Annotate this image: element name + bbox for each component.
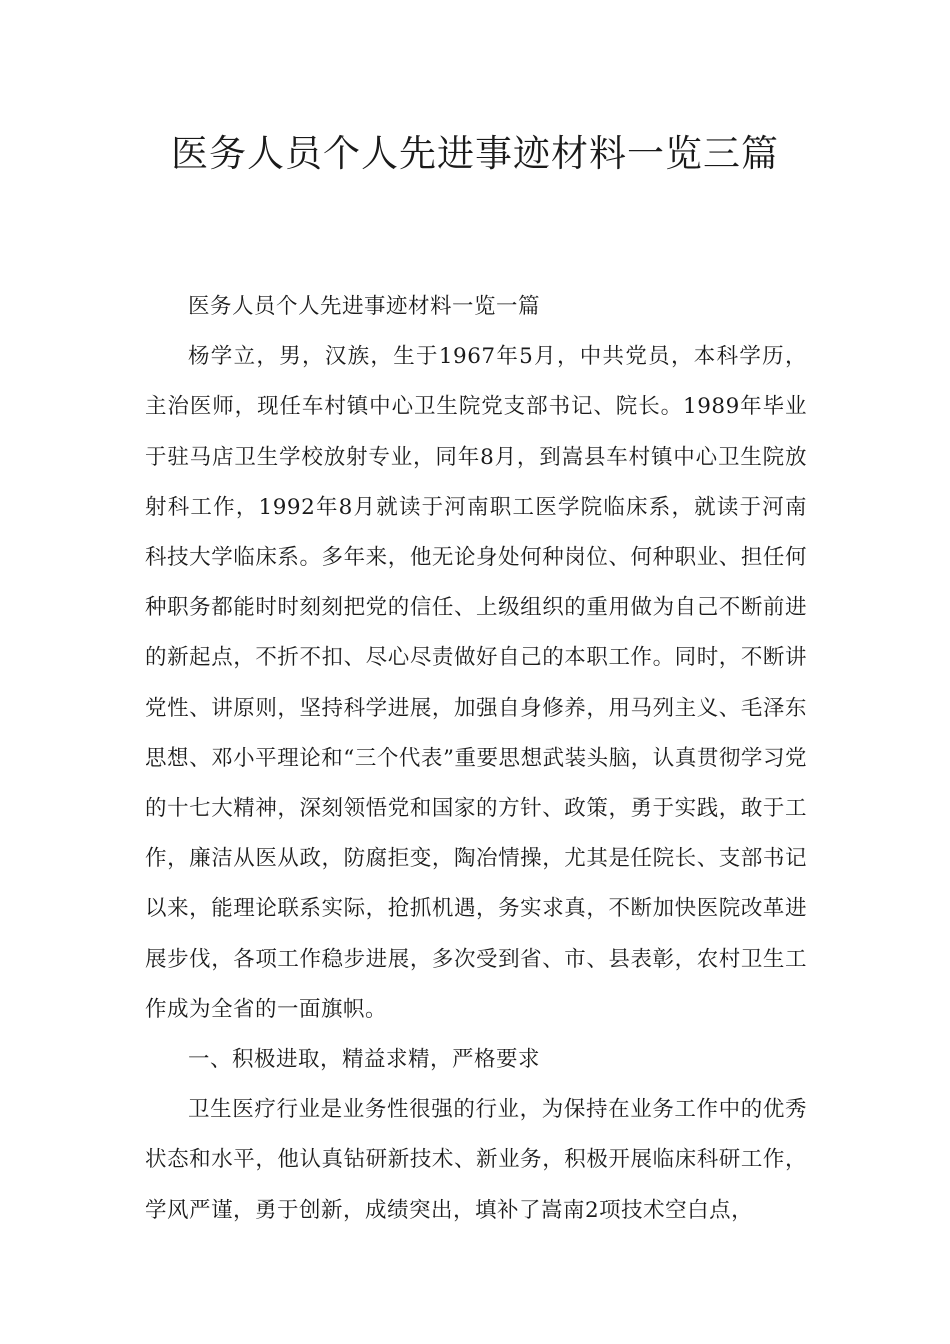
document-body (145, 282, 807, 1236)
section-heading: 医务人员个人先进事迹材料一览一篇 (188, 294, 541, 319)
body-paragraph: 卫生医疗行业是业务性很强的行业，为保持在业务工作中的优秀状态和水平，他认真钻研新技术、新业务，积极开展临床科研工作，学风严谨，勇于创新，成绩突出，填补了嵩南2项技术空白点， (145, 1097, 807, 1223)
document-title: 医务人员个人先进事迹材料一览三篇 (171, 132, 779, 175)
body-paragraph: 杨学立，男，汉族，生于1967年5月，中共党员，本科学历，主治医师，现任车村镇中心卫生院党支部书记、院长。1989年毕业于驻马店卫生学校放射专业，同年8月，到嵩县车村镇中心卫生院放射科工作，1992年8月就读于河南职工医学院临床系，就读于河南科技大学临床系。多年来，他无论身处何种岗位、何种职业、担任何种职务都能时时刻刻把党的信任、上级组织的重用做为自己不断前进的新起点，不折不扣、尽心尽责做好自己的本职工作。同时，不断讲党性、讲原则，坚持科学进展，加强自身修养，用马列主义、毛泽东思想、邓小平理论和“三个代表”重要思想武装头脑，认真贯彻学习党的十七大精神，深刻领悟党和国家的方针、政策，勇于实践，敢于工作，廉洁从医从政，防腐拒变，陶冶情操，尤其是任院长、支部书记以来，能理论联系实际，抢抓机遇，务实求真，不断加快医院改革进展步伐，各项工作稳步进展，多次受到省、市、县表彰，农村卫生工作成为全省的一面旗帜。 (145, 344, 807, 1022)
section-heading: 一、积极进取，精益求精，严格要求 (188, 1047, 541, 1073)
